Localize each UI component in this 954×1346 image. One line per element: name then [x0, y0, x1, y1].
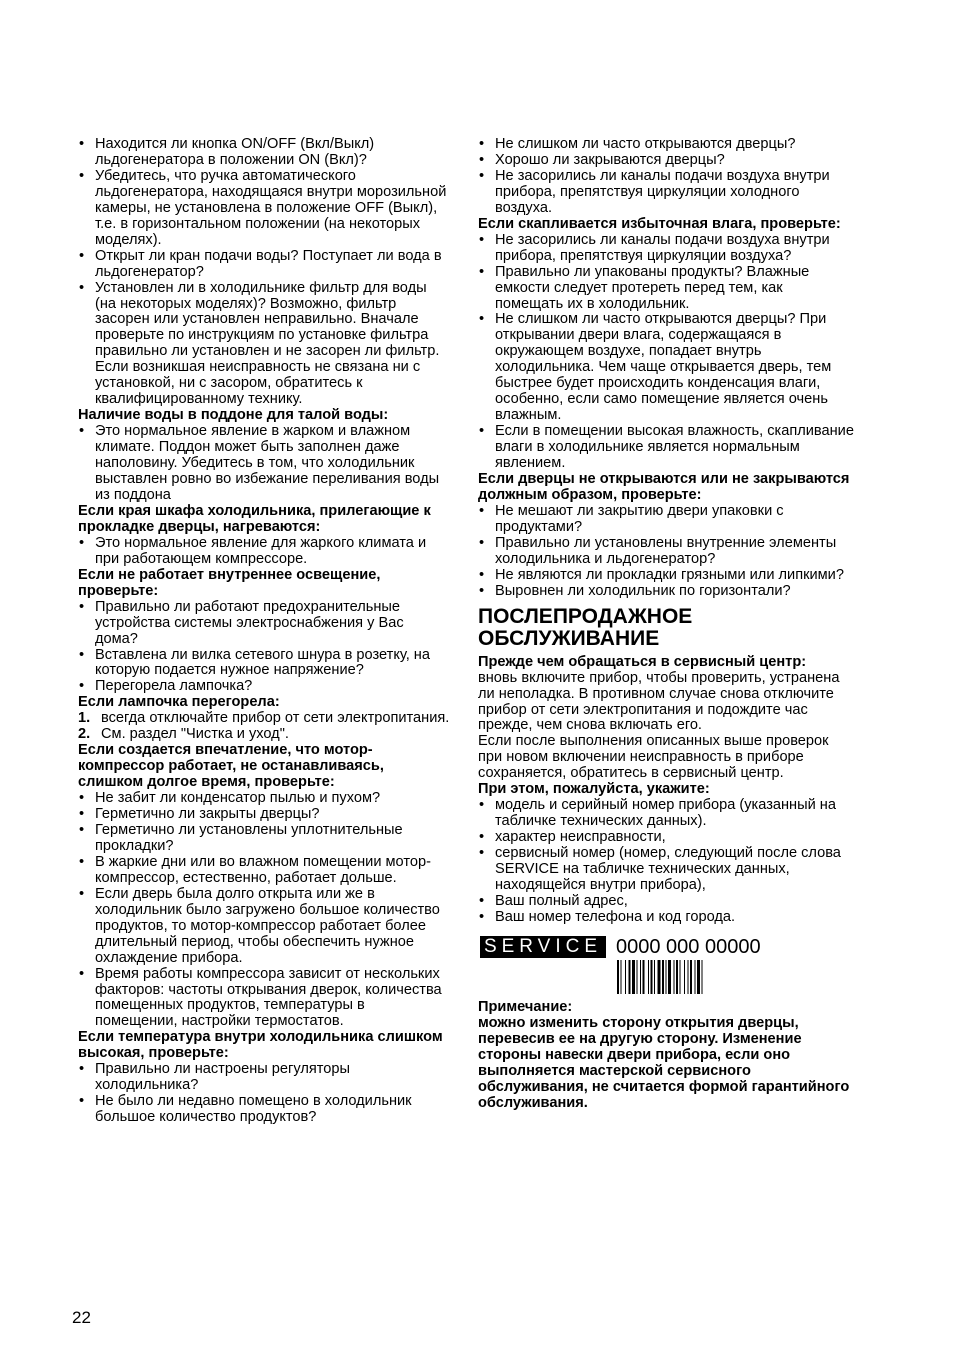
specify-list — [478, 798, 854, 926]
heading-temperature: Если температура внутри холодильника слишком высокая, проверьте: — [78, 1029, 443, 1062]
step-item — [78, 711, 450, 727]
heading-light: Если не работает внутреннее освещение, проверьте: — [78, 566, 381, 599]
heading-motor: Если создается впечатление, что мотор-компрессор работает, не останавливаясь, слишком долгое время, проверьте: — [78, 742, 384, 791]
water-tray-list — [78, 424, 450, 504]
paragraph-before-service-2: Если после выполнения описанных выше проверок при новом включении неисправность в приборе сохраняется, обратитесь в сервисный центр. — [478, 733, 829, 782]
list-item: • Правильно ли установлены внутренние элементы холодильника и льдогенератор? — [478, 536, 854, 568]
doors-checklist — [478, 137, 854, 217]
list-item: • Ваш номер телефона и код города. — [478, 910, 854, 926]
heading-lamp: Если лампочка перегорела: — [78, 694, 280, 711]
list-item: • Ваш полный адрес, — [478, 894, 854, 910]
list-item: • Выровнен ли холодильник по горизонтали? — [478, 584, 854, 600]
page-number: 22 — [72, 1308, 91, 1327]
list-item: • Перегорела лампочка? — [78, 679, 450, 695]
heading-moisture: Если скапливается избыточная влага, проверьте: — [478, 215, 841, 232]
list-item: • Это нормальное явление в жарком и влажном климате. Поддон может быть заполнен даже наполовину. Убедитесь в том, что холодильник выставлен ровно во избежание переливания воды из поддона — [78, 424, 450, 504]
list-item: • Не являются ли прокладки грязными или липкими? — [478, 568, 854, 584]
list-item: • Это нормальное явление для жаркого климата и при работающем компрессоре. — [78, 536, 450, 568]
light-list — [78, 600, 450, 696]
icemaker-checklist — [78, 137, 450, 408]
list-item: • Не слишком ли часто открываются дверцы? — [478, 137, 854, 153]
list-item: • Не засорились ли каналы подачи воздуха внутри прибора, препятствуя циркуляции воздуха? — [478, 233, 854, 265]
list-item: • Правильно ли упакованы продукты? Влажные емкости следует протереть перед тем, как помещать их в холодильник. — [478, 265, 854, 313]
doors-list — [478, 504, 854, 600]
list-item: • Вставлена ли вилка сетевого шнура в розетку, на которую подается нужное напряжение? — [78, 648, 450, 680]
moisture-list — [478, 233, 854, 472]
service-label-block — [478, 932, 854, 996]
note-text: можно изменить сторону открытия дверцы, перевесив ее на другую сторону. Изменение стороны навески двери прибора, если оно выполняется мастерской сервисного обслуживания, не считается формой гарантийного обслуживания. — [478, 1014, 850, 1111]
heading-doors: Если дверцы не открываются или не закрываются должным образом, проверьте: — [478, 471, 850, 503]
barcode-icon — [617, 960, 767, 994]
list-item: • Установлен ли в холодильнике фильтр для воды (на некоторых моделях)? Возможно, фильтр засорен или установлен неправильно. Вначале проверьте по инструкциям по установке фильтра правильно ли установлен и не засорен ли фильтр. Если возникшая неисправность не связана ни с установкой, ни с засором, обратитесь к квалифицированному технику. — [78, 281, 450, 409]
section-title-after-sales: ПОСЛЕПРОДАЖНОЕ ОБСЛУЖИВАНИЕ — [478, 604, 693, 650]
service-badge: SERVICE — [480, 936, 606, 958]
heading-specify: При этом, пожалуйста, укажите: — [478, 781, 710, 798]
list-item: • Убедитесь, что ручка автоматического льдогенератора, находящаяся внутри морозильной камеры, не установлена в положение OFF (Выкл), т.е. в горизонтальном положении (на некоторых моделях). — [78, 169, 450, 249]
step-text: См. раздел "Чистка и уход". — [101, 726, 289, 743]
list-item: • модель и серийный номер прибора (указанный на табличке технических данных). — [478, 798, 854, 830]
heading-edges-heat: Если края шкафа холодильника, прилегающие к прокладке дверцы, нагреваются: — [78, 502, 431, 535]
list-item: • Правильно ли работают предохранительные устройства системы электроснабжения у Вас дома? — [78, 600, 450, 648]
heading-water-tray: Наличие воды в поддоне для талой воды: — [78, 407, 389, 424]
paragraph-before-service-1: вновь включите прибор, чтобы проверить, устранена ли неполадка. В противном случае снова отключите прибор от сети электропитания и подождите час прежде, чем снова включать его. — [478, 669, 840, 734]
step-number: 1. — [78, 710, 91, 727]
list-item: • Не мешают ли закрытию двери упаковки с продуктами? — [478, 504, 854, 536]
list-item: • Герметично ли закрыты дверцы? — [78, 807, 450, 823]
lamp-steps — [78, 711, 450, 743]
temperature-list — [78, 1062, 450, 1126]
list-item: • Не засорились ли каналы подачи воздуха внутри прибора, препятствуя циркуляции холодного воздуха. — [478, 169, 854, 217]
step-item — [78, 727, 450, 743]
list-item: • Находится ли кнопка ON/OFF (Вкл/Выкл) льдогенератора в положении ON (Вкл)? — [78, 137, 450, 169]
list-item: • Хорошо ли закрываются дверцы? — [478, 153, 854, 169]
list-item: • Время работы компрессора зависит от нескольких факторов: частоты открывания дверок, количества помещенных продуктов, температуры в помещении, настройки термостатов. — [78, 967, 450, 1031]
right-column — [478, 137, 854, 1112]
list-item: • сервисный номер (номер, следующий после слова SERVICE на табличке технических данных, находящейся внутри прибора), — [478, 846, 854, 894]
list-item: • Не забит ли конденсатор пылью и пухом? — [78, 791, 450, 807]
note-title: Примечание: — [478, 998, 573, 1015]
heading-before-service: Прежде чем обращаться в сервисный центр: — [478, 653, 807, 670]
motor-list — [78, 791, 450, 1030]
list-item: • В жаркие дни или во влажном помещении мотор-компрессор, естественно, работает дольше. — [78, 855, 450, 887]
step-text: всегда отключайте прибор от сети электропитания. — [101, 710, 450, 727]
list-item: • Не было ли недавно помещено в холодильник большое количество продуктов? — [78, 1094, 450, 1126]
left-column — [78, 137, 450, 1126]
list-item: • Не слишком ли часто открываются дверцы? При открывании двери влага, содержащаяся в окружающем воздухе, попадает внутрь холодильника. Чем чаще открывается дверь, тем быстрее будет происходить конденсация влаги, особенно, если само помещение является очень влажным. — [478, 312, 854, 424]
list-item: • Герметично ли установлены уплотнительные прокладки? — [78, 823, 450, 855]
list-item: • Правильно ли настроены регуляторы холодильника? — [78, 1062, 450, 1094]
list-item: • Открыт ли кран подачи воды? Поступает ли вода в льдогенератор? — [78, 249, 450, 281]
list-item: • Если дверь была долго открыта или же в холодильник было загружено большое количество продуктов, то мотор-компрессор работает более длительный период, чтобы обеспечить нужное охлаждение прибора. — [78, 887, 450, 967]
edges-heat-list — [78, 536, 450, 568]
list-item: • Если в помещении высокая влажность, скапливание влаги в холодильнике является нормальным явлением. — [478, 424, 854, 472]
list-item: • характер неисправности, — [478, 830, 854, 846]
step-number: 2. — [78, 726, 91, 743]
service-number: 0000 000 00000 — [616, 935, 761, 958]
